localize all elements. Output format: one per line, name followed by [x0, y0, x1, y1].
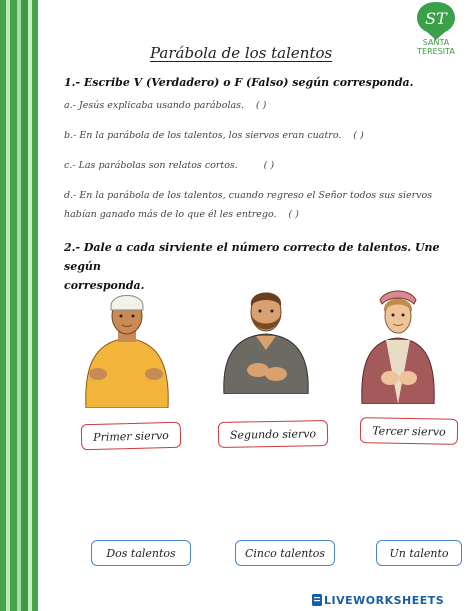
page-title: Parábola de los talentos	[150, 44, 333, 62]
svg-text:ST: ST	[425, 9, 447, 28]
answer-field-a[interactable]: ( )	[255, 100, 267, 111]
liveworksheets-icon	[312, 594, 322, 606]
question-2-heading: 2.- Dale a cada sirviente el número correcto de talentos. Une según corresponda.	[64, 241, 440, 292]
school-logo	[405, 0, 467, 66]
answer-field-d[interactable]: ( )	[288, 209, 299, 220]
third-servant-illustration	[356, 286, 440, 404]
answer-field-c[interactable]: ( )	[263, 160, 275, 171]
logo-text: SANTA TERESITA	[417, 38, 455, 56]
talent-box-five[interactable]: Cinco talentos	[235, 540, 335, 566]
talent-box-one[interactable]: Un talento	[376, 540, 462, 566]
servant-box-third[interactable]: Tercer siervo	[360, 417, 458, 445]
statement-d: d.- En la parábola de los talentos, cuando regreso el Señor todos sus siervos habían ganado más de lo que él les entrego. ( )	[64, 186, 432, 224]
statement-c: c.- Las parábolas son relatos cortos. ( )	[64, 156, 283, 175]
servant-box-first[interactable]: Primer siervo	[81, 422, 182, 451]
talent-box-two[interactable]: Dos talentos	[91, 540, 191, 566]
statement-a: a.- Jesús explicaba usando parábolas. ( )	[64, 96, 275, 115]
decorative-stripes	[0, 0, 40, 611]
footer-brand: LIVEWORKSHEETS	[324, 594, 445, 607]
question-1-heading: 1.- Escribe V (Verdadero) o F (Falso) según corresponda.	[64, 76, 414, 89]
answer-field-b[interactable]: ( )	[353, 130, 364, 141]
second-servant-illustration	[218, 284, 314, 394]
servant-box-second[interactable]: Segundo siervo	[218, 420, 328, 448]
first-servant-illustration	[78, 286, 176, 408]
statement-b: b.- En la parábola de los talentos, los siervos eran cuatro. ( )	[64, 126, 372, 145]
